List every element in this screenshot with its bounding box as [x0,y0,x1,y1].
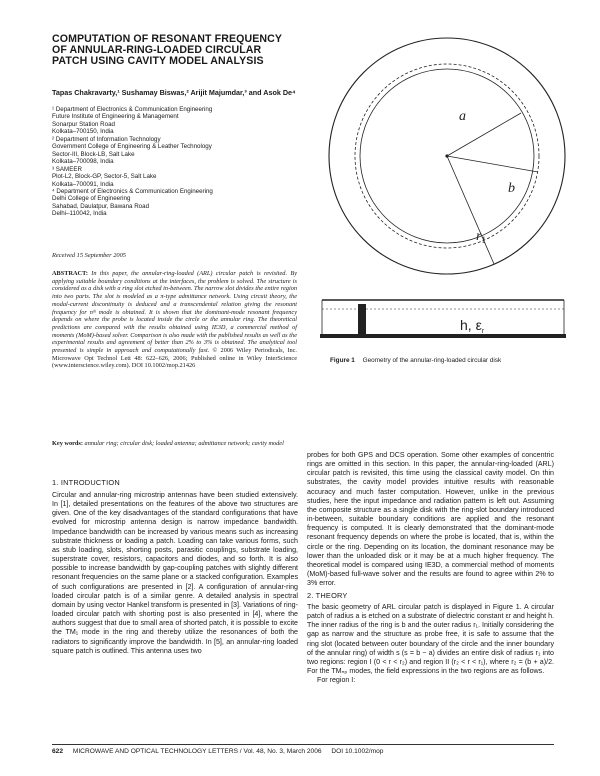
keywords-label: Key words: [52,440,83,447]
received-date: Received 15 September 2005 [52,252,126,259]
intro-paragraph: Circular and annular-ring microstrip antennas have been studied extensively. In [1], detailed presentations on the features of the above two structures are given. One of the key disadvantages of the standard configurations that have evolved for microstrip antenna design is narrow impedance bandwidth. Impedance bandwidth can be increased by various means such as increasing substrate thickness or loading a patch. Loading can take various forms, such as stub loading, slots, shorting posts, parasitic couplings, substrate loading, superstrate cover, resistors, capacitors and diodes, and so forth. It is also possible to increase bandwidth by gap-coupling patches with slightly different resonant frequencies on the same plane or a stacked configuration. Examples of such configurations are presented in [2]. A configuration of annular-ring loaded circular patch is of a similar genre. A detailed analysis in spectral domain by using vector Hankel transform is presented in [3]. Variations of ring-loaded circular patch with shorting post is also presented in [4], where the authors suggest that due to small area of shorted patch, it is possible to excite the TM₁ mode in the ring and thereby utilize the resonances of both the radiators to significantly improve the bandwidth. In [5], an annular-ring loaded square patch is outlined. This antenna uses two [52,491,298,655]
affiliation-line: Kolkata–700091, India [52,180,114,188]
affiliation-line: Kolkata–700150, India [52,128,114,136]
page-footer [52,748,554,755]
ground-plane [320,334,566,338]
affiliation-line: ⁴ Department of Electronics & Communication Engineering [52,187,213,195]
affiliation-line: Future Institute of Engineering & Management [52,113,179,121]
affiliation-line: Delhi College of Engineering [52,195,131,203]
abstract-label: ABSTRACT: [52,270,88,277]
theory-region-label: For region I: [317,676,356,685]
affiliation-line: ³ SAMEER [52,165,82,173]
affiliation-line: Delhi–110042, India [52,210,107,218]
affiliation-line: Sahabad, Daulatpur, Bawana Road [52,202,150,210]
affiliations [52,106,297,218]
figure-1-geometry [312,28,582,350]
keywords-text: annular ring; circular disk; loaded antenna; admittance network; cavity model [84,440,284,447]
label-a: a [459,109,466,124]
radius-b-line [447,156,538,172]
affiliation-line: Sector-III, Block-LB, Salt Lake [52,150,135,158]
footer-rule [52,744,554,745]
abstract [52,270,297,370]
affiliation-line: ¹ Department of Electronics & Communication Engineering [52,106,213,113]
figure-caption-text: Geometry of the annular-ring-loaded circular disk [362,357,502,364]
journal-info: MICROWAVE AND OPTICAL TECHNOLOGY LETTERS / Vol. 48, No. 3, March 2006 [72,748,322,755]
theory-heading: 2. THEORY [307,591,348,600]
figure-caption [330,357,570,364]
label-b: b [508,181,515,196]
page-number: 622 [52,748,64,755]
author-list: Tapas Chakravarty,¹ Sushamay Biswas,² Arijit Majumdar,³ and Asok De⁴ [52,88,296,97]
intro-heading: 1. INTRODUCTION [52,478,120,487]
label-r1: $r_1$ [476,229,486,245]
theory-paragraph: The basic geometry of ARL circular patch is displayed in Figure 1. A circular patch of radius a is etched on a substrate of dielectric constant εr and height h. The inner radius of the ring is b and the outer radius r₁. Initially considering the gap as narrow and the structure as probe free, it is safe to assume that the ring slot (located between outer boundary of the circle and the inner boundary of the annular ring) of width s (s = b − a) divides an entire disk of radius r₁ into two regions: region I (0 < r < r₂) and region II (r₂ < r < r₁), where r₂ = (b + a)/2. For the TMₙₚ modes, the field expressions in the two regions are as follows. [307,603,554,676]
affiliation-line: Kolkata–700098, India [52,158,114,166]
paper-title: COMPUTATION OF RESONANT FREQUENCY OF ANNULAR-RING-LOADED CIRCULAR PATCH USING CAVITY MODEL ANALYSIS [52,33,282,68]
abstract-text: In this paper, the annular-ring-loaded (ARL) circular patch is revisited. By applying suitable boundary conditions at the interfaces, the problem is solved. The structure is considered as a disk with a ring slot etched in-between. The narrow slot divides the entire region into two parts. The slot is modeled as a π-type admittance network. Using circuit theory, the modal-current discontinuity is deduced and a transcendental relation giving the resonant frequency for nᵗʰ mode is obtained. It is shown that the dominant-mode resonant frequency depends on where the probe is located inside the circle or the annular ring. The theoretical predictions are compared with the results obtained using IE3D, a commercial method of moments (MoM)-based solver. Comparison is also made with the published results as well as the experimental results and agreement of better than 2% to 3% is obtained. The analytical tool presented is simple in approach and computationally fast. [52,270,297,355]
feed-probe [358,304,366,338]
abstract-copyright: © 2006 Wiley Periodicals, Inc. Microwave Opt Technol Lett 48: 622–626, 2006; Published online in Wiley InterScience (www.interscience.wiley.com). DOI 10.1002/mop.21426 [52,347,297,370]
affiliation-line: Government College of Engineering & Leather Technology [52,143,212,151]
label-h-epsilon: h, $\varepsilon_r$ [460,317,485,335]
footer-doi: DOI 10.1002/mop [331,748,384,755]
intro-continued-paragraph: probes for both GPS and DCS operation. Some other examples of concentric rings are omitted in this section. In this paper, the annular-ring-loaded (ARL) circular patch is revisited, this time using the classical cavity model. On thin substrates, the cavity model provides intuitive results with reasonable accuracy and much faster computation. However, unlike in the previous studies, here the input impedance and radiation pattern is left out. Assuming the composite structure as a single disk with the ring-slot boundary introduced in-between, suitable boundary conditions are applied and the resonant frequency is computed. It is clearly demonstrated that the dominant-mode resonant frequency depends on where the probe is located, that is, within the circle or the ring. Depending on its location, the dominant resonance may be lower than the unloaded disk or it may be at a much higher frequency. The theoretical model is compared using IE3D, a commercial method of moments (MoM)-based full-wave solver and the results are found to agree within 2% to 3% error. [307,451,554,588]
theory-section [307,603,554,685]
affiliation-line: Plot-L2, Block-GP, Sector-5, Salt Lake [52,173,157,181]
figure-caption-label: Figure 1 [330,357,355,364]
affiliation-line: Sonarpur Station Road [52,120,115,128]
affiliation-line: ² Department of Information Technology [52,135,161,143]
keywords [52,440,297,448]
